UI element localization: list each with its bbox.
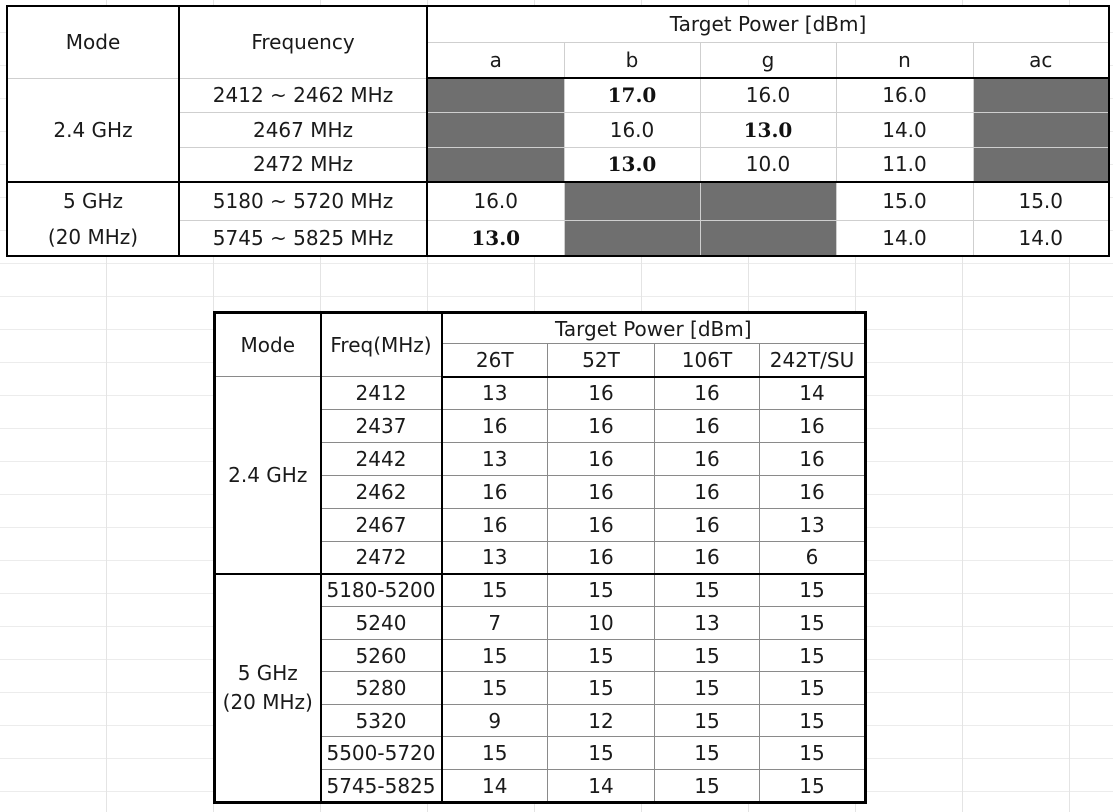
value-cell: 15	[548, 737, 655, 770]
shaded-cell	[700, 182, 836, 220]
value-cell: 16	[655, 377, 760, 410]
freq-cell: 2472	[321, 542, 442, 574]
value-cell: 15	[760, 770, 866, 803]
value-cell: 15	[760, 574, 866, 607]
value-cell: 10.0	[700, 147, 836, 182]
header-ru-106t: 106T	[655, 344, 760, 377]
value-cell: 14.0	[836, 220, 973, 256]
freq-cell: 2472 MHz	[179, 147, 427, 182]
freq-cell: 5320	[321, 705, 442, 737]
value-cell: 16.0	[700, 78, 836, 112]
header-target-power: Target Power [dBm]	[442, 313, 866, 344]
value-cell: 14	[442, 770, 548, 803]
freq-cell: 2412	[321, 377, 442, 410]
freq-cell: 2462	[321, 476, 442, 509]
value-cell: 15	[760, 705, 866, 737]
header-mode-ac: ac	[973, 42, 1109, 78]
value-cell: 14.0	[836, 112, 973, 147]
value-cell: 12	[548, 705, 655, 737]
freq-cell: 5745 ~ 5825 MHz	[179, 220, 427, 256]
table-row	[7, 78, 1109, 112]
value-cell: 15	[655, 640, 760, 672]
shaded-cell	[427, 147, 564, 182]
freq-cell: 5240	[321, 607, 442, 640]
value-cell: 14	[760, 377, 866, 410]
value-cell: 15	[655, 672, 760, 705]
value-cell: 16.0	[564, 112, 700, 147]
header-target-power: Target Power [dBm]	[427, 6, 1109, 42]
freq-cell: 2437	[321, 410, 442, 443]
freq-cell: 5260	[321, 640, 442, 672]
freq-cell: 2467	[321, 509, 442, 542]
freq-cell: 2442	[321, 443, 442, 476]
freq-cell: 2412 ~ 2462 MHz	[179, 78, 427, 112]
header-ru-52t: 52T	[548, 344, 655, 377]
header-mode: Mode	[7, 6, 179, 78]
value-cell: 15	[442, 737, 548, 770]
value-cell: 16	[760, 443, 866, 476]
value-cell: 13.0	[564, 147, 700, 182]
value-cell: 14.0	[973, 220, 1109, 256]
value-cell: 15	[655, 770, 760, 803]
mode-line: 5 GHz	[62, 189, 124, 213]
mode-cell	[215, 574, 321, 803]
target-power-table-ru	[213, 311, 867, 804]
shaded-cell	[700, 220, 836, 256]
value-cell: 16.0	[836, 78, 973, 112]
value-cell: 16	[760, 476, 866, 509]
header-mode-n: n	[836, 42, 973, 78]
mode-line: (20 MHz)	[47, 225, 139, 249]
value-cell: 16	[548, 542, 655, 574]
value-cell: 15	[760, 672, 866, 705]
header-mode: Mode	[215, 313, 321, 377]
table-row	[215, 574, 866, 607]
value-cell: 16	[655, 443, 760, 476]
value-cell: 15	[442, 640, 548, 672]
shaded-cell	[973, 112, 1109, 147]
value-cell: 16.0	[427, 182, 564, 220]
mode-line: (20 MHz)	[222, 689, 313, 714]
value-cell: 13	[442, 377, 548, 410]
value-cell: 16	[760, 410, 866, 443]
value-cell: 15	[655, 574, 760, 607]
value-cell: 15	[442, 574, 548, 607]
value-cell: 15	[548, 640, 655, 672]
value-cell: 17.0	[564, 78, 700, 112]
value-cell: 13	[655, 607, 760, 640]
value-cell: 15.0	[973, 182, 1109, 220]
value-cell: 14	[548, 770, 655, 803]
target-power-table-legacy	[6, 5, 1110, 257]
freq-cell: 5280	[321, 672, 442, 705]
header-mode-b: b	[564, 42, 700, 78]
value-cell: 15	[760, 640, 866, 672]
header-ru-242t: 242T/SU	[760, 344, 866, 377]
mode-cell	[7, 182, 179, 256]
table-row	[7, 182, 1109, 220]
value-cell: 16	[442, 476, 548, 509]
shaded-cell	[427, 112, 564, 147]
value-cell: 15	[760, 737, 866, 770]
value-cell: 16	[548, 476, 655, 509]
value-cell: 13.0	[700, 112, 836, 147]
value-cell: 16	[655, 410, 760, 443]
value-cell: 16	[655, 509, 760, 542]
value-cell: 16	[442, 509, 548, 542]
value-cell: 15	[442, 672, 548, 705]
value-cell: 16	[442, 410, 548, 443]
header-frequency: Frequency	[179, 6, 427, 78]
value-cell: 13.0	[427, 220, 564, 256]
value-cell: 16	[655, 476, 760, 509]
value-cell: 13	[442, 443, 548, 476]
value-cell: 15	[655, 705, 760, 737]
freq-cell: 5180 ~ 5720 MHz	[179, 182, 427, 220]
value-cell: 15	[655, 737, 760, 770]
value-cell: 7	[442, 607, 548, 640]
value-cell: 11.0	[836, 147, 973, 182]
header-mode-g: g	[700, 42, 836, 78]
value-cell: 15	[548, 672, 655, 705]
freq-cell: 5745-5825	[321, 770, 442, 803]
value-cell: 10	[548, 607, 655, 640]
value-cell: 16	[548, 509, 655, 542]
value-cell: 16	[548, 377, 655, 410]
value-cell: 15	[760, 607, 866, 640]
header-ru-26t: 26T	[442, 344, 548, 377]
value-cell: 13	[442, 542, 548, 574]
value-cell: 16	[655, 542, 760, 574]
shaded-cell	[564, 182, 700, 220]
value-cell: 16	[548, 443, 655, 476]
value-cell: 15.0	[836, 182, 973, 220]
shaded-cell	[973, 78, 1109, 112]
mode-line: 5 GHz	[237, 660, 298, 685]
shaded-cell	[564, 220, 700, 256]
shaded-cell	[973, 147, 1109, 182]
freq-cell: 2467 MHz	[179, 112, 427, 147]
header-freq: Freq(MHz)	[321, 313, 442, 377]
value-cell: 16	[548, 410, 655, 443]
mode-cell: 2.4 GHz	[215, 377, 321, 574]
header-mode-a: a	[427, 42, 564, 78]
value-cell: 13	[760, 509, 866, 542]
value-cell: 15	[548, 574, 655, 607]
freq-cell: 5180-5200	[321, 574, 442, 607]
table-row	[215, 377, 866, 410]
shaded-cell	[427, 78, 564, 112]
mode-cell: 2.4 GHz	[7, 78, 179, 182]
freq-cell: 5500-5720	[321, 737, 442, 770]
value-cell: 9	[442, 705, 548, 737]
value-cell: 6	[760, 542, 866, 574]
